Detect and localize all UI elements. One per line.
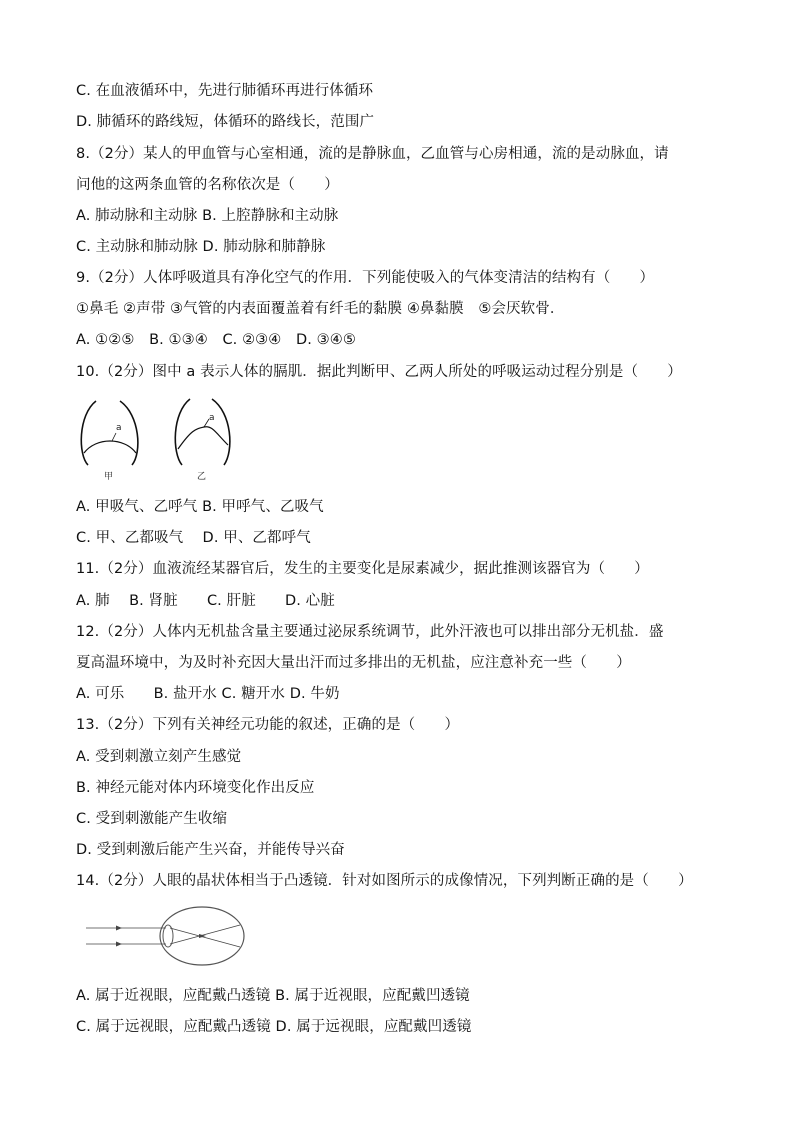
diaphragm-diagram bbox=[76, 393, 236, 485]
yi-right-ribcage bbox=[212, 399, 230, 465]
jia-left-ribcage bbox=[81, 401, 96, 465]
q8-stem-line1: 8.（2分）某人的甲血管与心室相通，流的是静脉血，乙血管与心房相通，流的是动脉血，请 bbox=[76, 146, 669, 162]
jia-a-label: a bbox=[116, 423, 122, 433]
jia-a-pointer bbox=[112, 433, 116, 441]
q10-options-ab: A. 甲吸气、乙呼气 B. 甲呼气、乙吸气 bbox=[76, 499, 324, 515]
q9-stem: 9.（2分）人体呼吸道具有净化空气的作用．下列能使吸入的气体变清洁的结构有（ ） bbox=[76, 270, 655, 286]
q7-option-d: D. 肺循环的路线短，体循环的路线长，范围广 bbox=[76, 114, 375, 130]
q12-stem-line1: 12.（2分）人体内无机盐含量主要通过泌尿系统调节，此外汗液也可以排出部分无机盐．盛 bbox=[76, 624, 664, 640]
q13-option-c: C. 受到刺激能产生收缩 bbox=[76, 811, 228, 827]
q13-option-b: B. 神经元能对体内环境变化作出反应 bbox=[76, 780, 315, 796]
jia-label: 甲 bbox=[104, 472, 114, 482]
q9-structures: ①鼻毛 ②声带 ③气管的内表面覆盖着有纤毛的黏膜 ④鼻黏膜 ⑤会厌软骨． bbox=[76, 301, 565, 317]
q14-stem: 14.（2分）人眼的晶状体相当于凸透镜．针对如图所示的成像情况，下列判断正确的是（ ） bbox=[76, 873, 693, 889]
ray-bottom-refracted bbox=[170, 925, 240, 944]
yi-label: 乙 bbox=[197, 472, 207, 482]
q9-options: A. ①②⑤ B. ①③④ C. ②③④ D. ③④⑤ bbox=[76, 332, 356, 348]
diaphragm-figure bbox=[76, 393, 236, 485]
q14-options-ab: A. 属于近视眼，应配戴凸透镜 B. 属于近视眼，应配戴凹透镜 bbox=[76, 988, 470, 1004]
q11-options: A. 肺 B. 肾脏 C. 肝脏 D. 心脏 bbox=[76, 593, 335, 609]
q14-options-cd: C. 属于远视眼，应配戴凸透镜 D. 属于远视眼，应配戴凹透镜 bbox=[76, 1019, 472, 1035]
eye-figure bbox=[82, 905, 248, 967]
ray-top-arrow bbox=[116, 926, 122, 931]
eye-diagram bbox=[82, 905, 248, 967]
q12-options: A. 可乐 B. 盐开水 C. 糖开水 D. 牛奶 bbox=[76, 686, 340, 702]
q11-stem: 11.（2分）血液流经某器官后，发生的主要变化是尿素减少，据此推测该器官为（ ） bbox=[76, 561, 649, 577]
q13-stem: 13.（2分）下列有关神经元功能的叙述，正确的是（ ） bbox=[76, 717, 460, 733]
jia-diaphragm bbox=[84, 441, 136, 453]
q13-option-d: D. 受到刺激后能产生兴奋，并能传导兴奋 bbox=[76, 842, 345, 858]
ray-bottom-arrow bbox=[116, 942, 122, 947]
q8-options-ab: A. 肺动脉和主动脉 B. 上腔静脉和主动脉 bbox=[76, 208, 339, 224]
q10-stem: 10.（2分）图中 a 表示人体的膈肌．据此判断甲、乙两人所处的呼吸运动过程分别是（ ） bbox=[76, 364, 682, 380]
q12-stem-line2: 夏高温环境中，为及时补充因大量出汗而过多排出的无机盐，应注意补充一些（ ） bbox=[76, 655, 631, 671]
q10-options-cd: C. 甲、乙都吸气 D. 甲、乙都呼气 bbox=[76, 530, 311, 546]
yi-diaphragm bbox=[178, 427, 228, 449]
q7-option-c: C. 在血液循环中，先进行肺循环再进行体循环 bbox=[76, 83, 374, 99]
q8-options-cd: C. 主动脉和肺动脉 D. 肺动脉和肺静脉 bbox=[76, 239, 326, 255]
yi-left-ribcage bbox=[175, 399, 190, 465]
yi-a-label: a bbox=[209, 413, 215, 423]
jia-right-ribcage bbox=[120, 401, 138, 465]
q8-stem-line2: 问他的这两条血管的名称依次是（ ） bbox=[76, 177, 339, 193]
ray-top-refracted bbox=[170, 928, 240, 947]
q13-option-a: A. 受到刺激立刻产生感觉 bbox=[76, 749, 242, 765]
